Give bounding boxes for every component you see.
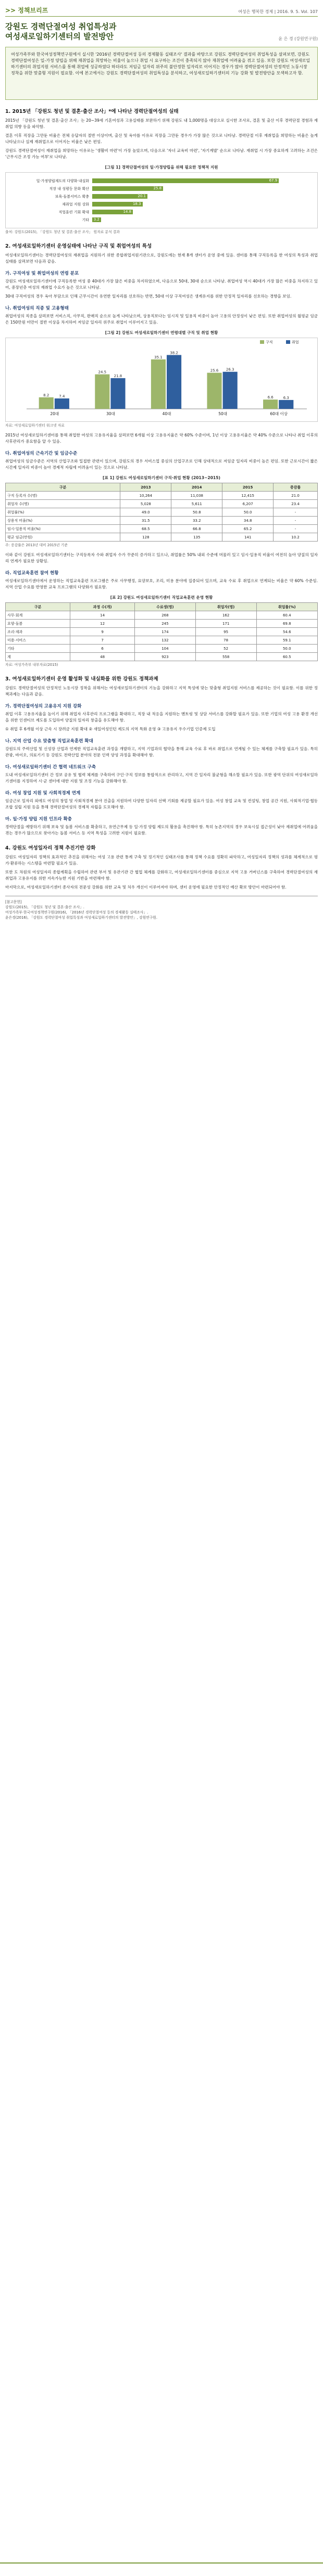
table-1-cell: 31.5: [120, 517, 171, 525]
chart2-bar: [223, 372, 238, 409]
table-2-note: 자료: 여성가족부 내부자료(2015): [5, 663, 58, 667]
table-2-cell: 기타: [6, 645, 70, 653]
table-1-cell: 34.8: [222, 517, 274, 525]
table-2-cell: 95: [195, 628, 256, 636]
table-2-cell: 174: [135, 628, 196, 636]
table-row: [6, 636, 318, 645]
figure-1-caption: [그림 1] 경력단절여성의 일·가정양립을 위해 필요한 정책적 지원: [105, 165, 218, 170]
section-2-paragraph-1: 여성새로일하기센터는 경력단절여성의 재취업을 지원하기 위한 종합취업지원기관으로, 강원도에는 현재 8개 센터가 운영 중에 있음. 센터를 통해 구직등록을 한 여성의 특성과 취업 실태를 살펴보면 다음과 같음.: [5, 253, 318, 264]
title-block: [5, 22, 318, 42]
section-2-subheading-d: 라. 직업교육훈련 참여 현황: [5, 571, 59, 576]
table-2-cell: 60.4: [256, 611, 317, 620]
table-2-header-cell: 구분: [6, 603, 70, 611]
chart1-bar: [92, 194, 147, 199]
table-1-cell: 141: [222, 533, 274, 542]
section-2-subheading-b: 나. 취업여성의 직종 및 고용형태: [5, 306, 69, 311]
section-4-paragraph-1: 강원도 여성일자리 정책의 효과적인 추진을 위해서는 여성 고용 관련 통계 구축 및 정기적인 실태조사를 통해 정책 수요를 정확히 파악하고, 여성일자리 정책의 성과를 체계적으로 평가·환류하는 시스템을 마련할 필요가 있음.: [5, 855, 318, 866]
chart2-bar: [263, 400, 278, 409]
section-2b-paragraph-3: 이와 같이 강원도 여성새로일하기센터는 구직등록자 수와 취업자 수가 꾸준히 증가하고 있으나, 취업률은 50% 내외 수준에 머물러 있고 임시·일용직 비율이 여전히 높아 양질의 일자리 연계가 필요한 상황임.: [5, 552, 318, 563]
section-2-paragraph-2: 강원도 여성새로일하기센터에 구직등록한 여성 중 40대가 가장 많은 비중을 차지하였으며, 다음으로 50대, 30대 순으로 나타남. 취업여성 역시 40대가 가장 많은 비중을 차지하고 있어, 중장년층 여성의 재취업 수요가 높은 것으로 나타남.: [5, 279, 318, 290]
table-1-header-cell: 구분: [6, 483, 120, 492]
table-2-header-cell: 취업자(명): [195, 603, 256, 611]
page-title: [5, 22, 116, 42]
table-1-cell: -: [274, 525, 318, 533]
chart1-row: [11, 216, 312, 224]
table-2: [5, 602, 318, 661]
chart2-bar: [279, 400, 293, 409]
chart2-value-label: 21.8: [114, 373, 122, 378]
section-2-heading: 2. 여성새로일하기센터 운영실태에 나타난 구직 및 취업여성의 특성: [5, 243, 152, 249]
table-2-cell: 계: [6, 653, 70, 661]
section-label: >> 정책브리프: [5, 7, 48, 14]
section-3-paragraph-4: 강원도의 주력산업 및 신성장 산업과 연계한 직업교육훈련 과정을 개발하고, 지역 기업과의 협약을 통해 교육 수료 후 바로 취업으로 연계될 수 있는 체계를 구축할 필요가 있음. 특히 관광, 바이오, 의료기기 등 강원도 전략산업 분야의 전문 인력 양성 과정을 확대해야 함.: [5, 746, 318, 757]
reference-1: 강원도(2015), 「강원도 청년 및 결혼·출산 조사」.: [5, 905, 84, 909]
table-1-header-cell: 2013: [120, 483, 171, 492]
section-4-paragraph-3: 마지막으로, 여성새로일하기센터 종사자의 전문성 강화를 위한 교육 및 처우 개선이 이루어져야 하며, 센터 운영에 필요한 안정적인 예산 확보 방안이 마련되어야 함.: [5, 885, 287, 890]
chart1-category-label: 기타: [82, 217, 89, 222]
chart2-category-label: 20대: [50, 411, 59, 416]
chart2-value-label: 38.2: [170, 351, 178, 355]
table-2-cell: 54.6: [256, 628, 317, 636]
table-row: [6, 533, 318, 542]
chart1-row: [11, 192, 312, 200]
section-1-paragraph-1: 2015년 「강원도 청년 및 결혼·출산 조사」는 20~39세 기혼여성과 고용실태를 보완하기 위해 강원도 내 1,000명을 대상으로 실시한 조사로, 결혼 및 출산 이후 경력단절 경험과 재취업 의향 등을 파악함.: [5, 118, 318, 129]
table-2-cell: 78: [195, 636, 256, 645]
chart1-value-label: 25.8: [153, 186, 162, 190]
references: [5, 896, 318, 920]
chart2-value-label: 35.1: [154, 355, 163, 359]
section-3-paragraph-2: 취업 이후 고용유지율을 높이기 위해 취업자 사후관리 프로그램을 확대하고, 직장 내 적응을 지원하는 멘토링 및 상담 서비스를 강화할 필요가 있음. 또한 기업의 여성 고용 환경 개선을 위한 인센티브 제도를 도입하여 양질의 일자리 창출을 유도해야 함.: [5, 712, 318, 723]
chart1-track: [92, 217, 312, 222]
table-1-cell: 23.4: [274, 500, 318, 508]
reference-2: 여성가족부·한국여성정책연구원(2016), 「2016년 경력단절여성 등의 경제활동 실태조사」.: [5, 910, 148, 915]
table-1-cell: 135: [171, 533, 222, 542]
table-2-caption: [표 2] 강원도 여성새로일하기센터 직업교육훈련 운영 현황: [110, 595, 213, 600]
chart1-track: [92, 202, 312, 207]
table-2-cell: 104: [135, 645, 196, 653]
chart2-category-label: 30대: [106, 411, 115, 416]
chart1-bar: [92, 186, 163, 191]
table-1-cell: 임시·일용직 비율(%): [6, 525, 120, 533]
chart2-bar: [110, 378, 125, 409]
table-2-header-cell: 과정 수(개): [70, 603, 135, 611]
table-1-cell: 10.2: [274, 533, 318, 542]
table-2-cell: 요양·돌봄: [6, 620, 70, 628]
table-row: [6, 500, 318, 508]
page-header: [5, 0, 318, 17]
table-1-note: 주: 증감률은 2013년 대비 2015년 기준: [5, 543, 68, 547]
section-2b-paragraph-4: 여성새로일하기센터에서 운영하는 직업교육훈련 프로그램은 주로 사무행정, 요양보호, 조리, 미용 분야에 집중되어 있으며, 교육 수료 후 취업으로 연계되는 비율은 약 60% 수준임. 지역 산업 수요를 반영한 교육 프로그램의 다양화가 필요함.: [5, 578, 318, 589]
section-2b-paragraph-2: 취업여성의 임금수준은 지역의 산업구조와 밀접한 관련이 있으며, 강원도의 경우 서비스업 중심의 산업구조로 인해 상대적으로 저임금 일자리 비중이 높은 편임. 또한 근로시간이 짧은 시간제 일자리 비중이 높아 경제적 자립에 어려움이 있는 것으로 나타남.: [5, 459, 318, 470]
table-2-body: [6, 611, 318, 661]
title-line-2: 여성새로일하기센터의 발전방안: [5, 32, 114, 41]
author: 윤 은 경 (강원연구원): [278, 36, 318, 41]
table-2-cell: 6: [70, 645, 135, 653]
table-row: [6, 611, 318, 620]
chart1-value-label: 3.2: [93, 217, 100, 222]
table-1-cell: 21.0: [274, 492, 318, 500]
figure-2-grouped-bar-chart: [6, 338, 317, 421]
chart1-category-label: 직장 내 성평등 문화 확산: [49, 186, 89, 191]
chart2-legend-label: 취업: [292, 340, 299, 344]
chart2-legend-label: 구직: [266, 340, 273, 344]
table-1-body: [6, 492, 318, 542]
chart1-row: [11, 185, 312, 192]
table-1-cell: 구직 등록자 수(명): [6, 492, 120, 500]
section-4-paragraph-2: 또한 도 차원의 여성일자리 종합계획을 수립하여 관련 부서 및 유관기관 간 협업 체계를 강화하고, 여성새로일하기센터를 중심으로 지역 고용 거버넌스를 구축하여 경력단절여성의 재취업과 고용유지를 위한 지속가능한 지원 기반을 마련해야 함.: [5, 870, 318, 881]
chart1-value-label: 18.3: [132, 202, 141, 206]
table-2-cell: 12: [70, 620, 135, 628]
section-3-paragraph-5: 도내 여성새로일하기센터 간 정보 공유 및 협력 체계를 구축하여 구인·구직 정보를 통합적으로 관리하고, 지역 간 일자리 불균형을 해소할 필요가 있음. 또한 광역 단위의 여성새로일하기센터를 지정하여 시·군 센터에 대한 지원 및 조정 기능을 강화해야 함.: [5, 772, 318, 783]
table-2-cell: 132: [135, 636, 196, 645]
chart2-value-label: 24.5: [98, 370, 107, 375]
section-4-heading: 4. 강원도 여성일자리 정책 추진기반 강화: [5, 845, 96, 851]
table-1-cell: 취업자 수(명): [6, 500, 120, 508]
table-1-cell: 65.2: [222, 525, 274, 533]
references-heading: [참고문헌]: [5, 900, 22, 904]
chart1-row: [11, 200, 312, 208]
table-2-cell: 59.1: [256, 636, 317, 645]
chart2-category-label: 60대 이상: [270, 411, 288, 416]
table-2-cell: 171: [195, 620, 256, 628]
chart2-legend-swatch: [286, 340, 290, 344]
chart1-track: [92, 186, 312, 191]
chart2-value-label: 26.3: [226, 367, 234, 372]
table-2-header-cell: 수료생(명): [135, 603, 196, 611]
issue-meta: 여성은 행복한 경제 | 2016. 9. 5. Vol. 107: [238, 9, 318, 14]
table-1-cell: 68.5: [120, 525, 171, 533]
table-1-cell: 33.2: [171, 517, 222, 525]
chart1-value-label: 20.1: [138, 194, 146, 198]
chart2-value-label: 7.4: [59, 394, 65, 398]
chart2-category-label: 40대: [162, 411, 171, 416]
chart1-bar: [92, 202, 143, 207]
table-1-header-cell: 2014: [171, 483, 222, 492]
section-3-paragraph-3: ① 취업 후 6개월 이상 근속 시 장려금 지원 확대 ② 새일여성인턴 제도의 지역 특화 운영 ③ 고용유지 우수기업 인증제 도입: [5, 727, 216, 731]
chart1-bar: [92, 178, 279, 183]
table-1-cell: 5,611: [171, 500, 222, 508]
chart1-bar: [92, 217, 101, 222]
table-2-cell: 7: [70, 636, 135, 645]
section-3-subheading-d: 라. 여성 창업 지원 및 사회적경제 연계: [5, 791, 81, 796]
section-3-subheading-e: 마. 일·가정 양립 지원 인프라 확충: [5, 817, 72, 822]
table-1-cell: 6,207: [222, 500, 274, 508]
table-2-cell: 9: [70, 628, 135, 636]
table-row: [6, 525, 318, 533]
section-3-paragraph-6: 임금근로 일자리 외에도 여성의 창업 및 사회적경제 분야 진출을 지원하여 다양한 일자리 선택 기회를 제공할 필요가 있음. 여성 창업 교육 및 컨설팅, 창업 공간 지원, 사회적기업·협동조합 설립 지원 등을 통해 경력단절여성의 경제적 자립을 도모해야 함.: [5, 798, 318, 809]
table-row: [6, 508, 318, 517]
table-2-header-row: [6, 603, 318, 611]
table-1-cell: 50.8: [171, 508, 222, 517]
table-row: [6, 492, 318, 500]
page: [5, 0, 318, 920]
table-row: [6, 620, 318, 628]
table-2-cell: 69.8: [256, 620, 317, 628]
section-2-paragraph-3: 30대 구직여성의 경우 육아 부담으로 인해 근무시간이 유연한 일자리를 선호하는 반면, 50대 이상 구직여성은 생계유지를 위한 안정적 일자리를 선호하는 경향을 보임.: [5, 294, 292, 299]
chart1-row: [11, 177, 312, 185]
chart1-category-label: 보육·돌봄서비스 확충: [55, 194, 89, 199]
table-1-cell: 49.0: [120, 508, 171, 517]
table-row: [6, 653, 318, 661]
section-3-paragraph-7: 경력단절을 예방하기 위해 보육 및 돌봄 서비스를 확충하고, 유연근무제 등 일·가정 양립 제도의 활용을 촉진해야 함. 특히 농촌지역의 경우 보육시설 접근성이 낮아 재취업에 어려움을 겪는 경우가 많으므로 찾아가는 돌봄 서비스 등 지역 특성을 고려한 지원이 필요함.: [5, 825, 318, 835]
table-1-cell: 128: [120, 533, 171, 542]
table-2-cell: 52: [195, 645, 256, 653]
table-2-cell: 60.5: [256, 653, 317, 661]
table-2-header-cell: 취업률(%): [256, 603, 317, 611]
table-1-cell: -: [274, 517, 318, 525]
section-2-subheading-c: 다. 취업여성의 근속기간 및 임금수준: [5, 451, 78, 456]
chart1-value-label: 67.9: [269, 178, 278, 183]
chart1-bar: [92, 210, 133, 214]
section-1-paragraph-2: 결혼 이후 직장을 그만둔 비율은 전체 응답자의 절반 이상이며, 출산 및 육아를 이유로 직장을 그만둔 경우가 가장 많은 것으로 나타남. 경력단절 이후 재취업을 희망하는 비율은 높게 나타났으나 실제 재취업으로 이어지는 비율은 낮은 편임.: [5, 133, 318, 144]
chart2-bar: [207, 373, 221, 409]
section-2-subheading-a: 가. 구직여성 및 취업여성의 연령 분포: [5, 271, 79, 276]
table-row: [6, 628, 318, 636]
section-3-paragraph-1: 강원도 경력단절여성의 안정적인 노동시장 정착을 위해서는 여성새로일하기센터의 기능을 강화하고 지역 특성에 맞는 맞춤형 취업지원 서비스를 제공하는 것이 필요함. 이를 위한 정책과제는 다음과 같음.: [5, 686, 318, 697]
title-line-1: 강원도 경력단절여성 취업특성과: [5, 22, 117, 31]
chart2-bar: [39, 397, 54, 409]
table-1-cell: 12,415: [222, 492, 274, 500]
chart2-bar: [95, 375, 109, 409]
table-1-header-cell: 증감률: [274, 483, 318, 492]
chart2-value-label: 25.6: [210, 368, 219, 373]
table-1-cell: 상용직 비율(%): [6, 517, 120, 525]
table-2-cell: 사무·회계: [6, 611, 70, 620]
figure-1-note: 출처: 강원도(2015), 「강원도 청년 및 결혼·출산 조사」 원자료 분석 결과: [5, 230, 120, 234]
table-1: [5, 483, 318, 542]
table-1-cell: 10,264: [120, 492, 171, 500]
page-bottom-rule: [0, 2562, 323, 2564]
section-3-subheading-b: 나. 지역 산업 수요 맞춤형 직업교육훈련 확대: [5, 739, 93, 744]
chart2-bar: [167, 355, 181, 409]
chart2-value-label: 6.6: [267, 395, 274, 400]
chart1-row: [11, 208, 312, 216]
chart1-category-label: 재취업 지원 강화: [62, 202, 89, 207]
table-2-cell: 48: [70, 653, 135, 661]
section-2b-paragraph-1: 2015년 여성새로일하기센터를 통해 취업한 여성의 고용유지율을 살펴보면 6개월 이상 고용유지율은 약 60% 수준이며, 1년 이상 고용유지율은 약 40% 수준으로 나타나 취업 이후의 사후관리가 중요함을 알 수 있음.: [5, 433, 318, 444]
table-2-cell: 14: [70, 611, 135, 620]
table-1-caption: [표 1] 강원도 여성새로일하기센터 구직·취업 현황 (2013~2015): [103, 475, 220, 480]
table-1-cell: 5,028: [120, 500, 171, 508]
table-2-cell: 미용·서비스: [6, 636, 70, 645]
table-1-cell: 취업률(%): [6, 508, 120, 517]
table-1-header-cell: 2015: [222, 483, 274, 492]
table-row: [6, 645, 318, 653]
section-3-subheading-c: 다. 여성새로일하기센터 간 협력 네트워크 구축: [5, 765, 96, 770]
section-2-paragraph-4: 취업여성의 직종을 살펴보면 서비스직, 사무직, 판매직 순으로 높게 나타났으며, 상용직보다는 임시직 및 일용직 비중이 높아 고용의 안정성이 낮은 편임. 또한 취업여성의 월평균 임금은 150만원 미만이 절반 이상을 차지하여 저임금 일자리 위주로 취업이 이루어지고 있음.: [5, 314, 318, 325]
table-1-cell: 50.0: [222, 508, 274, 517]
chart2-legend-swatch: [260, 340, 264, 344]
chart2-value-label: 8.2: [43, 393, 49, 397]
table-1-cell: 66.8: [171, 525, 222, 533]
chart2-value-label: 6.3: [283, 395, 289, 400]
chart2-bar: [55, 398, 69, 409]
chart1-track: [92, 210, 312, 214]
chart1-category-label: 일·가정양립제도의 다양화·내실화: [36, 178, 89, 183]
table-1-cell: 평균 임금(만원): [6, 533, 120, 542]
chart1-track: [92, 194, 312, 199]
section-1-heading: 1. 2015년 「강원도 청년 및 결혼·출산 조사」*에 나타난 경력단절여성의 실태: [5, 109, 179, 114]
figure-2-chart-frame: [5, 338, 318, 422]
chart1-category-label: 직업훈련 기회 확대: [58, 210, 89, 214]
figure-2-caption: [그림 2] 강원도 여성새로일하기센터 연령대별 구직 및 취업 현황: [105, 330, 218, 335]
section-1-paragraph-3: 강원도 경력단절여성이 재취업을 희망하는 이유로는 '생활비 마련'이 가장 높았으며, 다음으로 '자녀 교육비 마련', '자기계발' 순으로 나타남. 재취업 시 가장 중요하게 고려하는 조건은 '근무시간 조정 가능 여부'로 나타남.: [5, 148, 318, 159]
chart1-value-label: 14.8: [123, 210, 132, 214]
table-2-cell: 조리·제과: [6, 628, 70, 636]
reference-3: 윤은경(2016), 「강원도 경력단절여성 취업특성과 여성새로일하기센터의 발전방안」, 강원연구원.: [5, 916, 158, 920]
table-2-cell: 923: [135, 653, 196, 661]
chart2-category-label: 50대: [218, 411, 227, 416]
chart1-track: [92, 178, 312, 183]
table-1-cell: -: [274, 508, 318, 517]
table-2-cell: 162: [195, 611, 256, 620]
table-2-cell: 245: [135, 620, 196, 628]
figure-1-bar-chart: [5, 172, 318, 228]
figure-2-note: 자료: 여성새로일하기센터 워크넷 자료: [5, 423, 65, 428]
section-3-subheading-a: 가. 경력단절여성의 고용유지 지원 강화: [5, 704, 82, 709]
abstract-box: 여성가족부와 한국여성정책연구원에서 실시한 '2016년 경력단절여성 등의 경제활동 실태조사' 결과를 바탕으로 강원도 경력단절여성의 취업특성을 살펴보면, 강원도 경력단절여성은 일-가정 양립을 위해 재취업을 희망하는 비율이 높으나 취업 시 요구하는 조건이 충족되지 않아 재취업에 어려움을 겪고 있음. 또한 강원도 여성새로일하기센터의 취업지원 서비스를 통해 취업에 성공하였다 하더라도 저임금 일자리 위주의 불안정한 일자리로 이어지는 경우가 많아 경력단절여성의 안정적인 노동시장 정착을 위한 맞춤형 지원이 필요함. 이에 본고에서는 강원도 경력단절여성의 취업특성을 분석하고, 여성새로일하기센터의 기능 강화 및 발전방안을 모색하고자 함.: [5, 47, 318, 100]
table-2-cell: 50.0: [256, 645, 317, 653]
section-3-heading: 3. 여성새로일하기센터 운영 활성화 및 내실화를 위한 강원도 정책과제: [5, 676, 158, 682]
table-2-cell: 558: [195, 653, 256, 661]
table-row: [6, 517, 318, 525]
table-1-cell: 11,038: [171, 492, 222, 500]
table-2-cell: 268: [135, 611, 196, 620]
chart2-bar: [151, 359, 166, 409]
table-1-header-row: [6, 483, 318, 492]
